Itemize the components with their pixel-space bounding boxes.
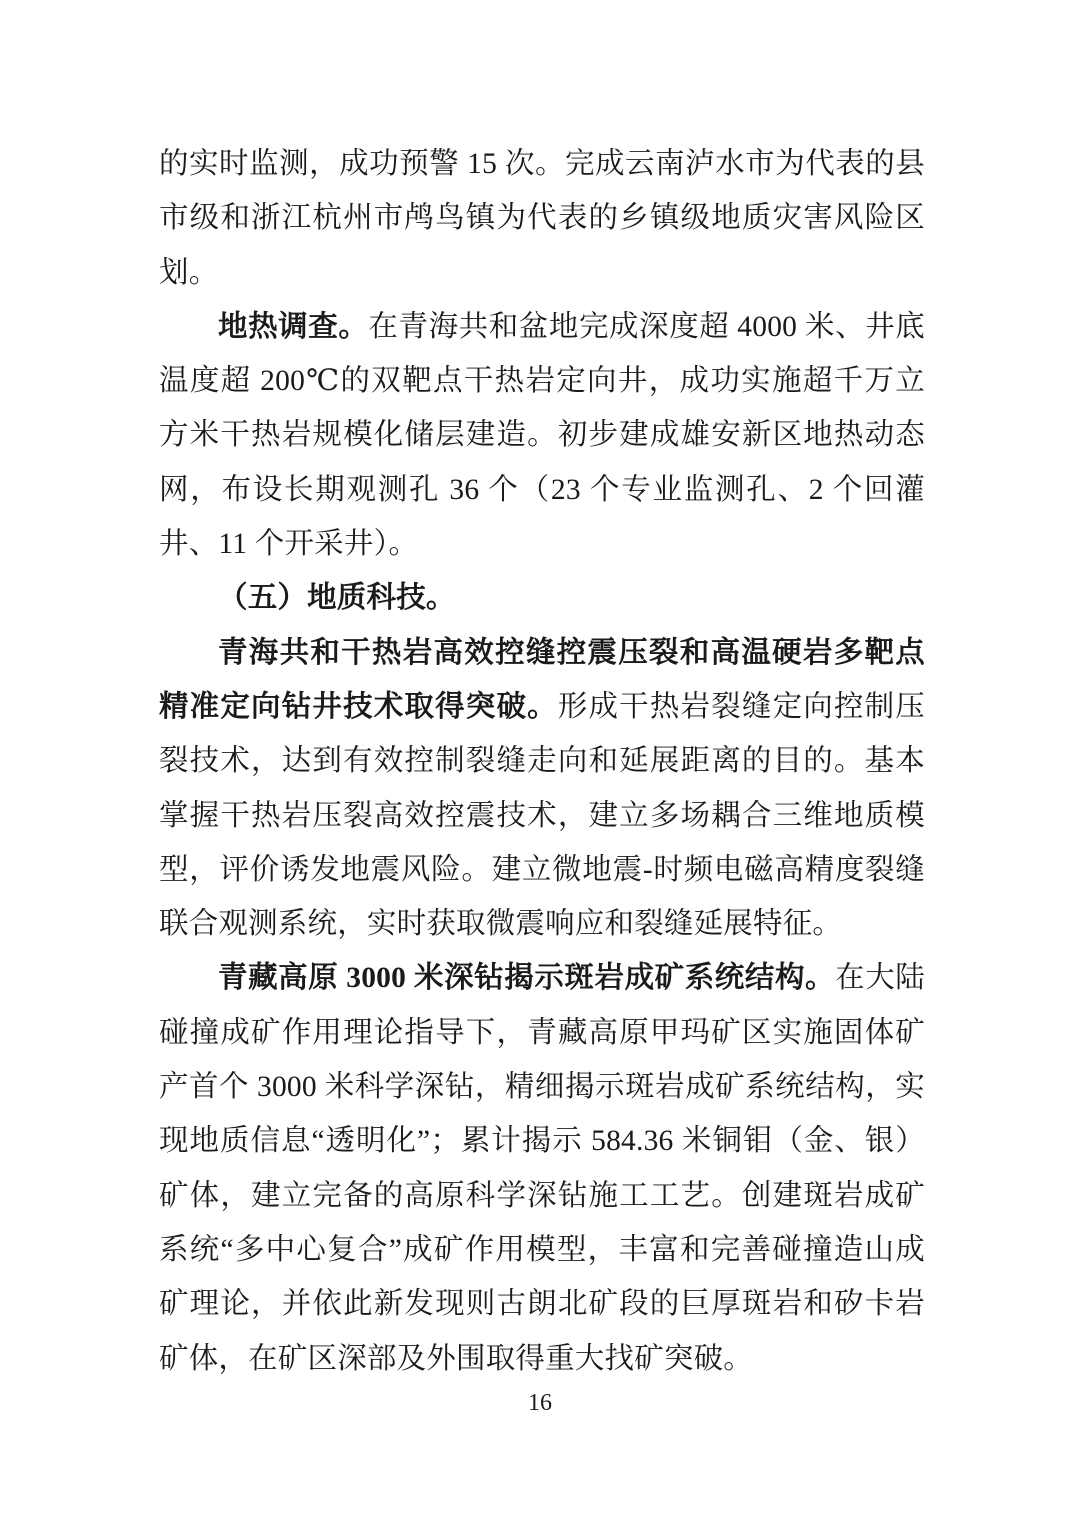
paragraph	[159, 626, 925, 952]
text-run: 在青海共和盆地完成深度超 4000 米、井底温度超 200℃的双靶点干热岩定向井，成功实施超千万立方米干热岩规模化储层建造。初步建成雄安新区地热动态网，布设长期观测孔 36 个（23 个专业监测孔、2 个回灌井、11 个开采井）。	[159, 310, 925, 561]
bold-text-run: 青海共和干热岩高效控缝控震压裂和高温硬岩多靶点精准定向钻井技术取得突破。	[159, 636, 925, 723]
text-run: 在大陆碰撞成矿作用理论指导下，青藏高原甲玛矿区实施固体矿产首个 3000 米科学深钻，精细揭示斑岩成矿系统结构，实现地质信息“透明化”；累计揭示 584.36 米铜钼（金、银）矿体，建立完备的高原科学深钻施工工艺。创建斑岩成矿系统“多中心复合”成矿作用模型，丰富和完善碰撞造山成矿理论，并依此新发现则古朗北矿段的巨厚斑岩和矽卡岩矿体，在矿区深部及外围取得重大找矿突破。	[159, 962, 925, 1375]
bold-text-run: 青藏高原 3000 米深钻揭示斑岩成矿系统结构。	[218, 962, 836, 995]
bold-text-run: （五）地质科技。	[218, 582, 456, 615]
text-run: 形成干热岩裂缝定向控制压裂技术，达到有效控制裂缝走向和延展距离的目的。基本掌握干热岩压裂高效控震技术，建立多场耦合三维地质模型，评价诱发地震风险。建立微地震-时频电磁高精度裂缝联合观测系统，实时获取微震响应和裂缝延展特征。	[159, 690, 925, 941]
section-heading	[159, 571, 925, 625]
bold-text-run: 地热调查。	[218, 310, 369, 343]
text-run: 的实时监测，成功预警 15 次。完成云南泸水市为代表的县市级和浙江杭州市鸬鸟镇为代表的乡镇级地质灾害风险区划。	[159, 148, 925, 289]
page-number: 16	[528, 1390, 552, 1416]
paragraph	[159, 951, 925, 1385]
paragraph	[159, 300, 925, 571]
paragraph	[159, 137, 925, 300]
document-body	[159, 137, 925, 1386]
